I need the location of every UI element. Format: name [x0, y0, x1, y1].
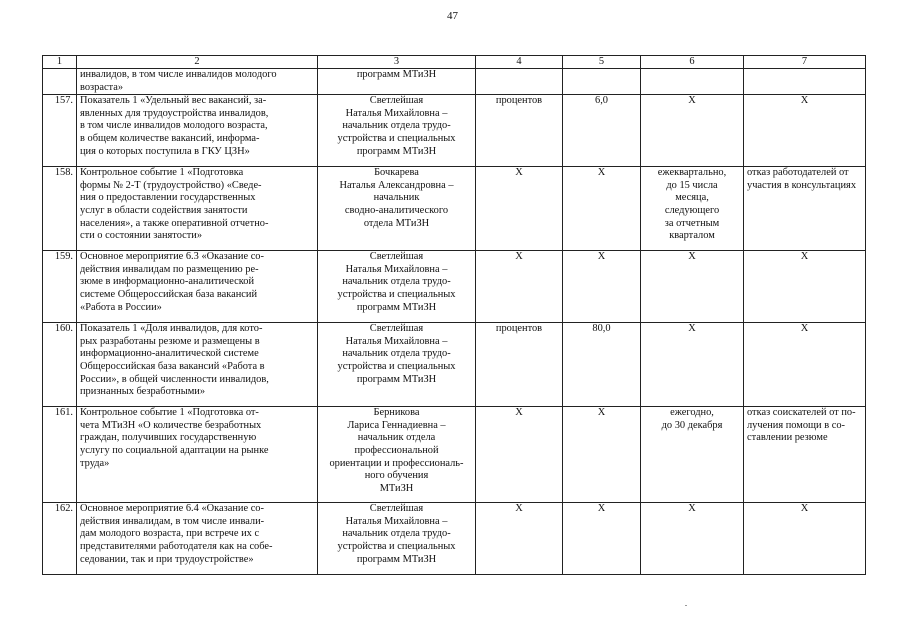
target-value [563, 251, 641, 323]
unit-of-measure-text: Х [515, 407, 523, 419]
row-number [43, 95, 77, 167]
table-row [43, 323, 866, 407]
risk-description [744, 95, 866, 167]
responsible-person [318, 69, 476, 95]
target-value-text: Х [597, 167, 606, 179]
row-number [43, 251, 77, 323]
event-description [77, 95, 318, 167]
event-description [77, 323, 318, 407]
row-number-text: 161. [54, 407, 73, 419]
row-number [43, 69, 77, 95]
risk-description-text: Х [800, 323, 809, 335]
responsible-person-text: Бочкарева Наталья Александровна – начальник сводно-аналитического отдела МТиЗН [339, 167, 454, 229]
unit-of-measure [476, 167, 563, 251]
column-number: 2 [77, 56, 318, 69]
unit-of-measure [476, 407, 563, 503]
event-description [77, 167, 318, 251]
deadline-text: Х [688, 251, 696, 263]
target-value [563, 407, 641, 503]
deadline [641, 95, 744, 167]
unit-of-measure [476, 503, 563, 575]
deadline-text: Х [688, 503, 696, 515]
unit-of-measure-text: процентов [495, 95, 543, 107]
responsible-person-text: Светлейшая Наталья Михайловна – начальник отдела трудо- устройства и специальных программ МТиЗН [337, 95, 456, 157]
row-number [43, 503, 77, 575]
risk-description-text: Х [800, 503, 809, 515]
column-number: 4 [476, 56, 563, 69]
target-value [563, 167, 641, 251]
event-description-text: Основное мероприятие 6.3 «Оказание со- действия инвалидам по размещению ре- зюме в информационно-аналитической системе Общероссийская база вакансий «Работа в России» [80, 251, 264, 313]
column-number-row [43, 56, 866, 69]
responsible-person [318, 323, 476, 407]
unit-of-measure-text: Х [515, 251, 523, 263]
target-value [563, 503, 641, 575]
row-number-text: 158. [54, 167, 73, 179]
row-number-text: 160. [54, 323, 73, 335]
event-description [77, 69, 318, 95]
event-description-text: Контрольное событие 1 «Подготовка от- чета МТиЗН «О количестве безработных граждан, получивших государственную услугу по социальной адаптации на рынке труда» [80, 407, 269, 469]
risk-description-text: отказ работодателей от участия в консультациях [747, 167, 857, 191]
target-value-text: Х [597, 407, 606, 419]
risk-description [744, 323, 866, 407]
target-value-text: Х [597, 503, 606, 515]
deadline [641, 167, 744, 251]
responsible-person-text: Светлейшая Наталья Михайловна – начальник отдела трудо- устройства и специальных программ МТиЗН [337, 251, 456, 313]
unit-of-measure [476, 323, 563, 407]
deadline-text: Х [688, 95, 696, 107]
responsible-person-text: программ МТиЗН [356, 69, 437, 80]
responsible-person-text: Светлейшая Наталья Михайловна – начальник отдела трудо- устройства и специальных программ МТиЗН [337, 323, 456, 385]
table-row [43, 251, 866, 323]
responsible-person-text: Светлейшая Наталья Михайловна – начальник отдела трудо- устройства и специальных программ МТиЗН [337, 503, 456, 565]
table-row [43, 95, 866, 167]
table-row [43, 407, 866, 503]
event-description [77, 251, 318, 323]
responsible-person [318, 95, 476, 167]
target-value-text: 6,0 [595, 95, 608, 107]
deadline [641, 69, 744, 95]
risk-description-text: Х [800, 251, 809, 263]
unit-of-measure [476, 251, 563, 323]
table-row [43, 503, 866, 575]
risk-description [744, 407, 866, 503]
table-row [43, 167, 866, 251]
unit-of-measure-text: Х [515, 167, 523, 179]
event-description [77, 503, 318, 575]
row-number [43, 323, 77, 407]
deadline-text: ежеквартально, до 15 числа месяца, следующего за отчетным кварталом [657, 167, 727, 242]
risk-description [744, 167, 866, 251]
plan-table [42, 55, 866, 575]
deadline-text: ежегодно, до 30 декабря [661, 407, 723, 431]
event-description-text: Контрольное событие 1 «Подготовка формы № 2-Т (трудоустройство) «Сведе- ния о предоставлении государственных услуг в области содействия занятости населения», а также оперативной отчетно- сти о состоянии занятости» [80, 167, 269, 242]
target-value-text: Х [597, 251, 606, 263]
target-value-text: 80,0 [592, 323, 611, 335]
responsible-person-text: Берникова Лариса Геннадиевна – начальник отдела профессиональной ориентации и профессиональ- ного обучения МТиЗН [329, 407, 464, 494]
event-description-text: Показатель 1 «Удельный вес вакансий, за- явленных для трудоустройства инвалидов, в том числе инвалидов молодого возраста, в общем количестве вакансий, информа- ция о которых поступила в ГКУ ЦЗН» [80, 95, 269, 157]
unit-of-measure-text: Х [515, 503, 523, 515]
column-number: 7 [744, 56, 866, 69]
unit-of-measure-text: процентов [495, 323, 543, 335]
unit-of-measure [476, 69, 563, 95]
row-number-text: 159. [54, 251, 73, 263]
scan-speck [685, 605, 687, 606]
column-number: 3 [318, 56, 476, 69]
row-number [43, 407, 77, 503]
event-description-text: Основное мероприятие 6.4 «Оказание со- действия инвалидам, в том числе инвали- дам молодого возраста, при встрече их с представителями работодателя как на собе- седовании, так и при трудоустройстве» [80, 503, 273, 565]
responsible-person [318, 167, 476, 251]
column-number: 5 [563, 56, 641, 69]
column-number: 1 [43, 56, 77, 69]
event-description [77, 407, 318, 503]
table-row [43, 69, 866, 95]
risk-description [744, 69, 866, 95]
unit-of-measure [476, 95, 563, 167]
deadline [641, 251, 744, 323]
target-value [563, 323, 641, 407]
responsible-person [318, 251, 476, 323]
column-number: 6 [641, 56, 744, 69]
target-value [563, 95, 641, 167]
responsible-person [318, 503, 476, 575]
risk-description [744, 503, 866, 575]
row-number-text: 157. [54, 95, 73, 107]
page-number: 47 [447, 10, 458, 22]
responsible-person [318, 407, 476, 503]
deadline [641, 407, 744, 503]
deadline [641, 323, 744, 407]
row-number [43, 167, 77, 251]
deadline [641, 503, 744, 575]
deadline-text: Х [688, 323, 696, 335]
risk-description [744, 251, 866, 323]
risk-description-text: отказ соискателей от по- лучения помощи в со- ставлении резюме [747, 407, 856, 444]
event-description-text: инвалидов, в том числе инвалидов молодого возраста» [80, 69, 277, 93]
target-value [563, 69, 641, 95]
event-description-text: Показатель 1 «Доля инвалидов, для кото- рых разработаны резюме и размещены в информационно-аналитической системе Общероссийская база вакансий «Работа в России», в общей численности инвалидов, признанных безработными» [80, 323, 269, 398]
row-number-text: 162. [54, 503, 73, 515]
risk-description-text: Х [800, 95, 809, 107]
